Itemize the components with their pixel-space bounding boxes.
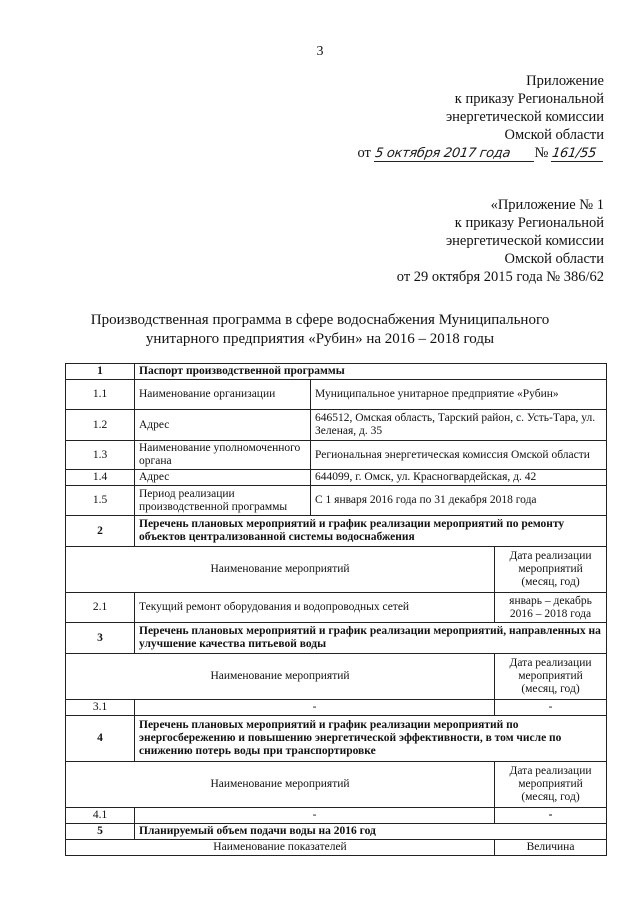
passport-value: С 1 января 2016 года по 31 декабря 2018 года	[311, 486, 607, 516]
section-title: Планируемый объем подачи воды на 2016 год	[135, 824, 607, 840]
document-title	[60, 311, 580, 349]
activity-name: -	[135, 808, 495, 824]
column-header-date: Дата реализации мероприятий (месяц, год)	[495, 654, 607, 700]
section-number: 2	[66, 516, 135, 547]
section-number: 3	[66, 623, 135, 654]
activity-row	[66, 700, 607, 716]
appendix-line: «Приложение № 1	[490, 197, 604, 213]
column-header-date: Дата реализации мероприятий (месяц, год)	[495, 762, 607, 808]
program-table	[65, 363, 607, 856]
column-header-indicator: Наименование показателей	[66, 840, 495, 856]
passport-row	[66, 470, 607, 486]
original-appendix-header	[397, 196, 604, 286]
passport-label: Адрес	[135, 410, 311, 441]
row-number: 2.1	[66, 593, 135, 623]
passport-label: Адрес	[135, 470, 311, 486]
section-header-row	[66, 364, 607, 380]
appendix-line: от 29 октября 2015 года № 386/62	[396, 269, 604, 285]
appendix-line: к приказу Региональной	[454, 215, 604, 231]
passport-row	[66, 486, 607, 516]
section-number: 4	[66, 716, 135, 762]
order-reference	[358, 144, 605, 162]
activity-date: январь – декабрь 2016 – 2018 года	[495, 593, 607, 623]
number-sign: №	[534, 145, 549, 161]
passport-value: 644099, г. Омск, ул. Красногвардейская, д. 42	[311, 470, 607, 486]
column-header-name: Наименование мероприятий	[66, 654, 495, 700]
page-number: 3	[316, 44, 324, 59]
column-header-row	[66, 654, 607, 700]
activity-name: Текущий ремонт оборудования и водопроводных сетей	[135, 593, 495, 623]
activity-date: -	[495, 700, 607, 716]
from-label: от	[357, 145, 371, 161]
row-number: 1.1	[66, 380, 135, 410]
column-header-value: Величина	[495, 840, 607, 856]
column-header-name: Наименование мероприятий	[66, 547, 495, 593]
passport-label: Наименование уполномоченного органа	[135, 441, 311, 470]
row-number: 3.1	[66, 700, 135, 716]
passport-row	[66, 410, 607, 441]
section-header-row	[66, 516, 607, 547]
activity-row	[66, 808, 607, 824]
title-line: унитарного предприятия «Рубин» на 2016 – 2018 годы	[145, 331, 495, 347]
section-header-row	[66, 623, 607, 654]
section-title: Перечень плановых мероприятий и график реализации мероприятий по ремонту объектов централизованной системы водоснабжения	[135, 516, 607, 547]
row-number: 1.3	[66, 441, 135, 470]
activity-row	[66, 593, 607, 623]
column-header-date: Дата реализации мероприятий (месяц, год)	[495, 547, 607, 593]
handwritten-number: 161/55	[551, 146, 605, 162]
activity-name: -	[135, 700, 495, 716]
appendix-line: Приложение	[526, 73, 604, 89]
passport-row	[66, 380, 607, 410]
title-line: Производственная программа в сфере водоснабжения Муниципального	[90, 312, 550, 328]
passport-label: Период реализации производственной программы	[135, 486, 311, 516]
appendix-line: Омской области	[504, 251, 604, 267]
passport-value: Муниципальное унитарное предприятие «Рубин»	[311, 380, 607, 410]
section-title: Перечень плановых мероприятий и график реализации мероприятий по энергосбережению и повышению энергетической эффективности, в том числе по снижению потерь воды при транспортировке	[135, 716, 607, 762]
column-header-name: Наименование мероприятий	[66, 762, 495, 808]
passport-value: Региональная энергетическая комиссия Омской области	[311, 441, 607, 470]
column-header-row	[66, 547, 607, 593]
section-header-row	[66, 716, 607, 762]
row-number: 1.5	[66, 486, 135, 516]
column-header-row	[66, 762, 607, 808]
column-header-row	[66, 840, 607, 856]
handwritten-date: 5 октября 2017 года	[373, 146, 535, 162]
section-title: Паспорт производственной программы	[135, 364, 607, 380]
appendix-header	[358, 72, 605, 162]
appendix-line: энергетической комиссии	[445, 233, 604, 249]
appendix-line: к приказу Региональной	[454, 91, 604, 107]
passport-label: Наименование организации	[135, 380, 311, 410]
passport-value: 646512, Омская область, Тарский район, с. Усть-Тара, ул. Зеленая, д. 35	[311, 410, 607, 441]
activity-date: -	[495, 808, 607, 824]
section-number: 1	[66, 364, 135, 380]
row-number: 1.2	[66, 410, 135, 441]
section-header-row	[66, 824, 607, 840]
row-number: 1.4	[66, 470, 135, 486]
section-title: Перечень плановых мероприятий и график реализации мероприятий, направленных на улучшение качества питьевой воды	[135, 623, 607, 654]
section-number: 5	[66, 824, 135, 840]
row-number: 4.1	[66, 808, 135, 824]
appendix-line: энергетической комиссии	[445, 109, 604, 125]
passport-row	[66, 441, 607, 470]
appendix-line: Омской области	[504, 127, 604, 143]
